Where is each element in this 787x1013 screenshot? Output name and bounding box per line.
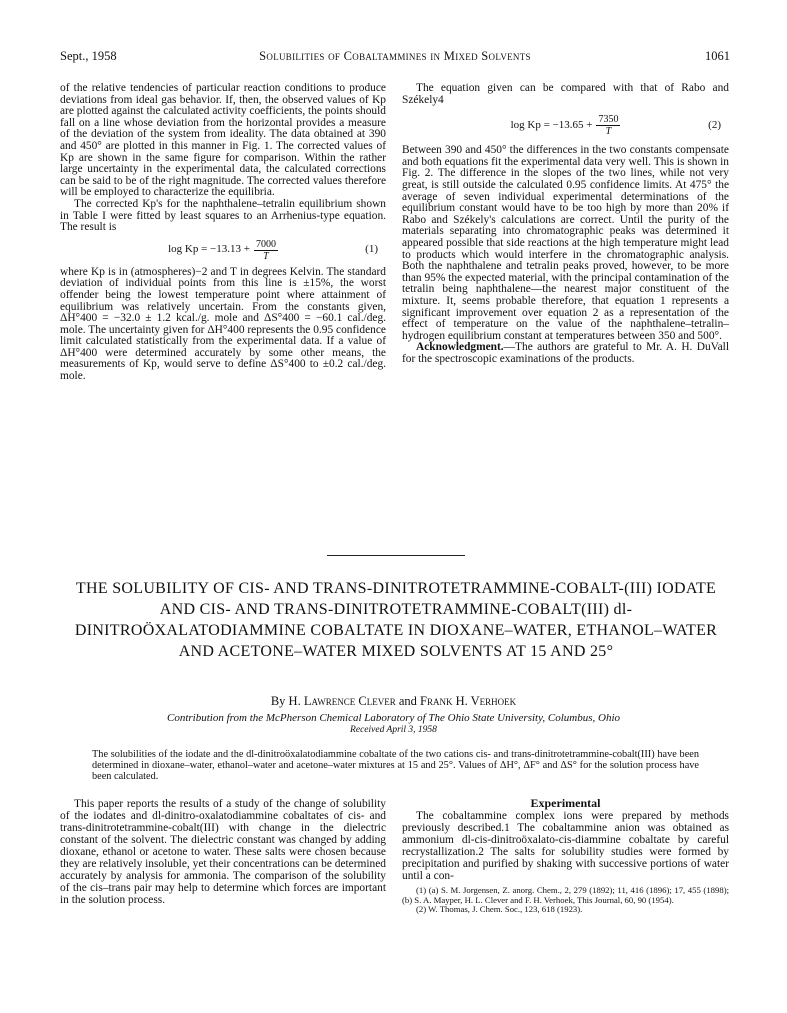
footnote-2: (2) W. Thomas, J. Chem. Soc., 123, 618 (1923).: [416, 904, 583, 915]
experimental-column: [402, 797, 729, 915]
fraction: [254, 239, 278, 262]
running-header: [60, 49, 730, 65]
authors-line: [0, 694, 787, 709]
denominator: T: [605, 126, 612, 138]
section-heading: Experimental: [530, 796, 601, 810]
experimental-paragraph: The cobaltammine complex ions were prepared by methods previously described.1 The cobaltammine anion was obtained as ammonium dl-cis-dinitroöxalato-cis-diammine cobaltate by careful recrystallization.2 The salts for solubility studies were formed by precipitation and purified by shaking with successive portions of water until a con-: [402, 810, 729, 882]
equation-number: (1): [365, 243, 378, 256]
paragraph: Between 390 and 450° the differences in the two constants compensate and both equations fit the experimental data very well. This is shown in Fig. 2. The difference in the slopes of the two lines, while not very great, is still outside the calculated 0.95 confidence limits. At 475° the average of seven individual experimental determinations of the equilibrium constant would have to be too high by more than 20% if Rabo and Székely's calculations are correct. Until the purity of the materials separating into chromatographic peaks was determined it appeared possible that side reactions at the high temperature might lead to products which would interfere in the chromatographic analysis. Both the naphthalene and tetralin peaks proved, however, to be more than 95% the expected material, with the principal contamination of the tetralin being naphthalene—the nearest major constituent of the mixture. It, seems probable therefore, that equation 1 represents a significant improvement over equation 2 as a representation of the effect of temperature on the value of the naphthalene–tetralin–hydrogen equilibrium constant at temperatures between 350 and 500°.: [402, 144, 729, 342]
paragraph: where Kp is in (atmospheres)−2 and T in degrees Kelvin. The standard deviation of individual points from this line is ±15%, the worst offender being the lowest temperature point where attainment of equilibrium was relatively uncertain. From the constants given, ΔH°400 = −32.0 ± 1.2 kcal./g. mole and ΔS°400 = −60.1 cal./deg. mole. The uncertainty given for ΔH°400 represents the 0.95 confidence limit calculated statistically from the experimental data. If a value of ΔH°400 were determined accurately by some other means, the measurements of Kp, would serve to define ΔS°400 to ±0.2 cal./deg. mole.: [60, 265, 386, 383]
header-date: Sept., 1958: [60, 49, 117, 63]
acknowledgment: [402, 342, 729, 365]
equation-lhs: log Kp = −13.13 +: [168, 243, 250, 256]
paragraph: The equation given can be compared with that of Rabo and Székely4: [402, 82, 729, 106]
intro-paragraph: This paper reports the results of a study of the change of solubility of the iodates and dl-dinitro-oxalatodiammine cobaltates of cis- and trans-dinitrotetrammine-cobalt(III) with change in the dielectric constant of the solvent. The dielectric constant was changed by adding dioxane, ethanol or acetone to water. These salts were chosen because they are relatively insoluble, yet their concentrations can be determined accurately by analysis for ammonia. The comparison of the solubility of the cis–trans pair may help to determine which forces are important in the solution process.: [60, 798, 386, 906]
equation-lhs: log Kp = −13.65 +: [510, 118, 593, 131]
received-date: Received April 3, 1958: [350, 725, 437, 735]
numerator: 7350: [598, 114, 619, 126]
equation-1: [60, 239, 386, 262]
contribution-line: Contribution from the McPherson Chemical Laboratory of The Ohio State University, Columbus, Ohio: [166, 712, 621, 724]
fraction: [596, 114, 620, 137]
author-2: Frank H. Verhoek: [420, 694, 517, 708]
acknowledgment-text: —The authors are grateful to Mr. A. H. DuVall for the spectroscopic examinations of the products.: [402, 341, 729, 365]
acknowledgment-heading: Acknowledgment.: [416, 341, 504, 354]
left-column: [60, 83, 386, 383]
denominator: T: [263, 250, 269, 262]
paragraph: The corrected Kp's for the naphthalene–tetralin equilibrium shown in Table I were fitted by least squares to an Arrhenius-type equation. The result is: [60, 197, 386, 234]
numerator: 7000: [255, 238, 276, 250]
footnotes: [402, 886, 729, 915]
article-title: THE SOLUBILITY OF CIS- AND TRANS-DINITROTETRAMMINE-COBALT-(III) IODATE AND CIS- AND TRANS-DINITROTETRAMMINE-COBALT(III) dl-DINITROÖXALATODIAMMINE COBALTATE IN DIOXANE–WATER, ETHANOL–WATER AND ACETONE–WATER MIXED SOLVENTS AT 15 AND 25°: [74, 580, 718, 660]
equation-2: [402, 114, 729, 137]
right-column: [402, 83, 729, 365]
page-number: 1061: [705, 49, 730, 63]
article-separator: [327, 555, 465, 556]
author-1: H. Lawrence Clever: [288, 694, 396, 708]
intro-column: [60, 798, 386, 906]
abstract: The solubilities of the iodate and the dl-dinitroöxalatodiammine cobaltate of the two cations cis- and trans-dinitrotetrammine-cobalt(III) have been determined in dioxane–water, ethanol–water and acetone–water mixtures at 15 and 25°. Values of ΔH°, ΔF° and ΔS° for the solution process have been calculated.: [92, 749, 699, 782]
authors-prefix: By: [270, 694, 289, 708]
equation-number: (2): [708, 118, 721, 131]
header-title: Solubilities of Cobaltammines in Mixed Solvents: [259, 49, 531, 63]
authors-and: and: [395, 694, 421, 708]
paragraph: of the relative tendencies of particular reaction conditions to produce deviations from ideal gas behavior. If, then, the observed values of Kp are plotted against the calculated activity coefficients, the points should fall on a line whose deviation from the horizontal provides a measure of the deviation of the system from ideality. The data obtained at 390 and 450° are plotted in this manner in Fig. 1. The corrected values of Kp are shown in the same figure for comparison. Within the rather large uncertainty in the experimental data, the calculated corrections can be said to be of the right magnitude. The corrected values therefore will be employed to characterize the equilibria.: [60, 82, 386, 199]
footnote-1: (1) (a) S. M. Jorgensen, Z. anorg. Chem., 2, 279 (1892); 11, 416 (1896); 17, 455 (1898); (b) S. A. Mayper, H. L. Clever and F. H. Verhoek, This Journal, 60, 90 (1954).: [402, 885, 729, 905]
